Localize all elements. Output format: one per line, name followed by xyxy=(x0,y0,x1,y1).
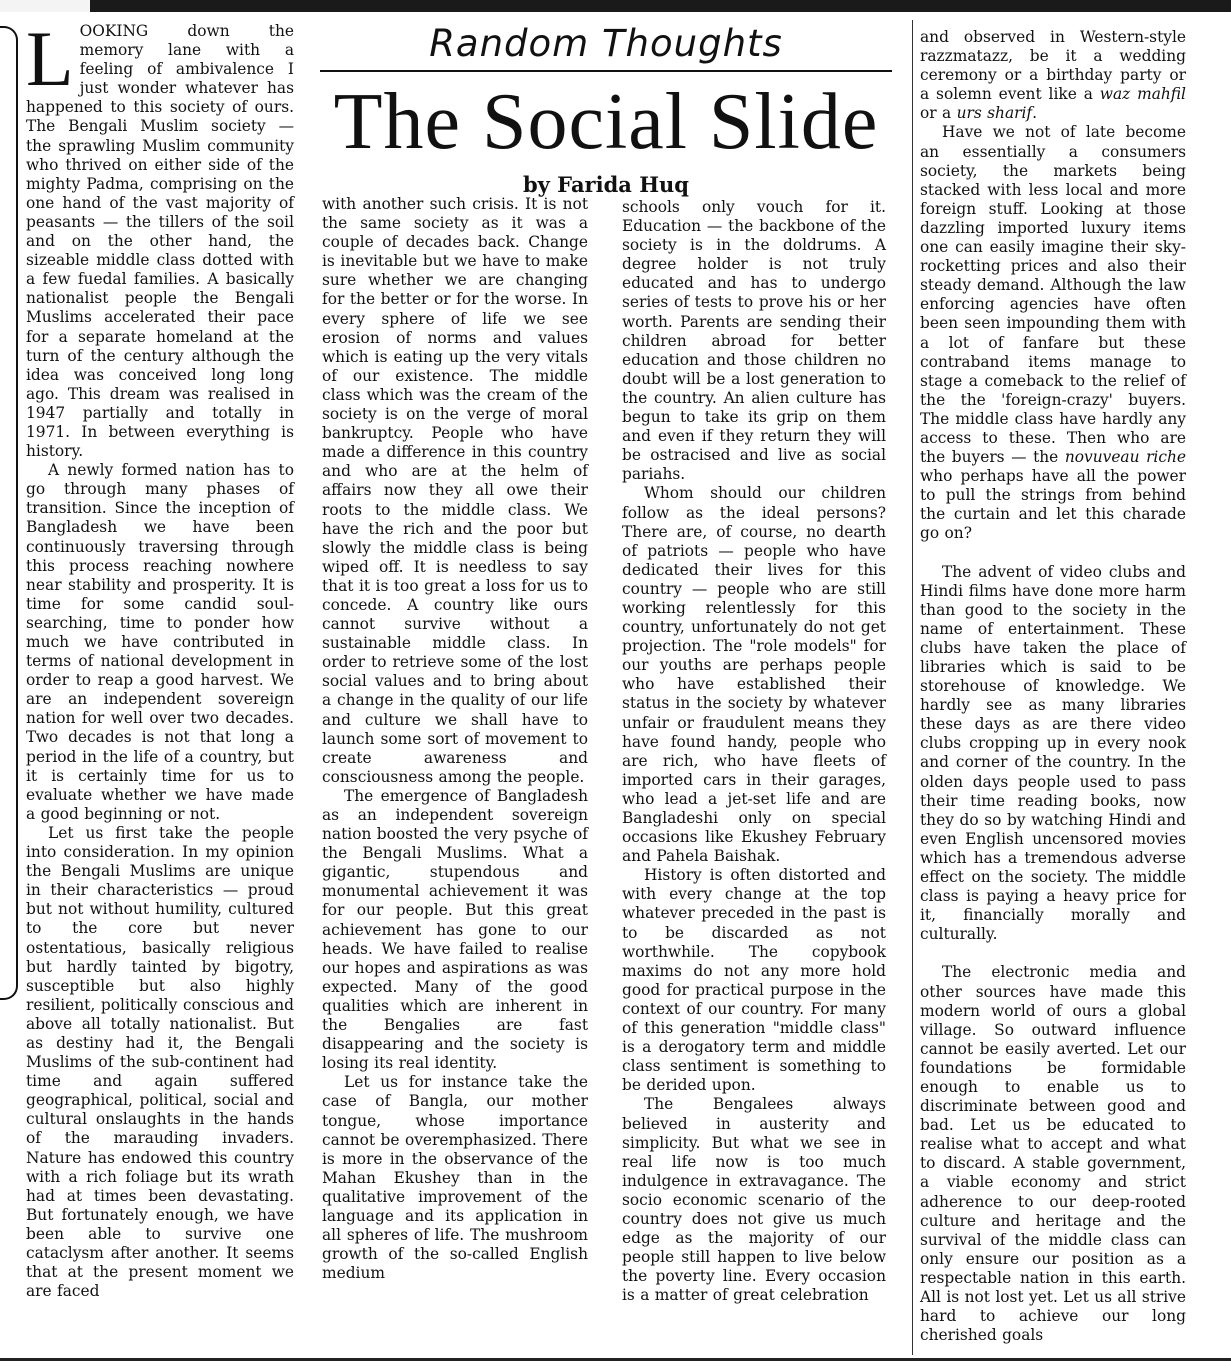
article-paragraph: and observed in Western-style razzmatazz, be it a wedding ceremony or a birthday party or a solemn event like a waz mahfil or a urs sharif. xyxy=(920,28,1186,123)
column-kicker: Random Thoughts xyxy=(320,18,892,72)
article-column-3 xyxy=(622,198,886,1305)
article-title: The Social Slide xyxy=(333,78,879,166)
article-paragraph: Whom should our children follow as the ideal persons? There are, of course, no dearth of patriots — people who have dedicated their lives for this country — people who are still working relentlessly for this country, unfortunately do not get projection. The "role models" for our youths are perhaps people who have established their status in the society by whatever unfair or fraudulent means they have found handy, people who are rich, who have fleets of imported cars in their garages, who lead a jet-set life and are Bangladeshi only on special occasions like Ekushey February and Pahela Baishak. xyxy=(622,484,886,866)
article-paragraph: Have we not of late become an essentially a consumers society, the markets being stacked with less local and more foreign stuff. Looking at those dazzling imported luxury items one can easily imagine their sky-rocketting prices and also their steady demand. Although the law enforcing agencies have often been seen impounding them with a lot of fanfare but these contraband items manage to stage a comeback to the relief of the the 'foreign-crazy' buyers. The middle class have hardly any access to these. Then who are the buyers — the novuveau riche who perhaps have all the power to pull the strings from behind the curtain and let this charade go on? xyxy=(920,123,1186,543)
article-paragraph: History is often distorted and with every change at the top whatever preceded in the past is to be discarded as not worthwhile. The copybook maxims do not any more hold good for practical purpose in the context of our country. For many of this generation "middle class" is a derogatory term and middle class sentiment is something to be derided upon. xyxy=(622,866,886,1095)
drop-cap: L xyxy=(26,15,74,102)
article-paragraph: The emergence of Bangladesh as an independent sovereign nation boosted the very psyche of the Bengali Muslims. What a gigantic, stupendous and monumental achievement it was for our people. But this great achievement has gone to our heads. We have failed to realise our hopes and aspirations as was expected. Many of the good qualities which are inherent in the Bengalies are fast disappearing and the society is losing its real identity. xyxy=(322,786,588,1073)
article-paragraph: The Bengalees always believed in austerity and simplicity. But what we see in real life now is too much indulgence in extravagance. The socio economic scenario of the country does not give us much edge as the majority of our people still happen to live below the poverty line. Every occasion is a matter of great celebration xyxy=(622,1095,886,1305)
article-paragraph: Let us for instance take the case of Bangla, our mother tongue, whose importance cannot be overemphasized. There is more in the observance of the Mahan Ekushey than in the qualitative improvement of the language and its application in all spheres of life. The mushroom growth of the so-called English medium xyxy=(322,1073,588,1283)
column-divider xyxy=(912,20,913,1355)
left-column-bracket xyxy=(0,26,18,1000)
page-top-border xyxy=(0,0,1231,12)
article-paragraph: schools only vouch for it. Education — the backbone of the society is in the doldrums. A degree holder is not truly educated and has to undergo series of tests to prove his or her worth. Parents are sending their children abroad for better education and those children no doubt will be a lost generation to the country. An alien culture has begun to take its grip on them and even if they return they will be ostracised and live as social pariahs. xyxy=(622,198,886,484)
article-header xyxy=(320,18,892,200)
article-paragraph: Let us first take the people into consideration. In my opinion the Bengali Muslims are unique in their characteristics — proud but not without humility, cultured to the core but never ostentatious, basically religious but hardly tainted by bigotry, susceptible but also highly resilient, politically conscious and above all totally nationalist. But as destiny had it, the Bengali Muslims of the sub-continent had time and again suffered geographical, political, social and cultural onslaughts in the hands of the marauding invaders. Nature has endowed this country with a rich foliage but its wrath had at times been devastating. But fortunately enough, we have been able to survive one cataclysm after another. It seems that at the present moment we are faced xyxy=(26,823,294,1301)
article-paragraph: The advent of video clubs and Hindi films have done more harm than good to the society in the name of entertainment. These clubs have taken the place of libraries which is said to be storehouse of knowledge. We hardly see as many libraries these days as are there video clubs cropping up in every nook and corner of the country. In the olden days people used to pass their time reading books, now they do so by watching Hindi and even English uncensored movies which has a tremendous adverse effect on the society. The middle class is paying a heavy price for it, financially morally and culturally. xyxy=(920,562,1186,944)
page-bottom-rule xyxy=(0,1358,1231,1361)
article-column-4 xyxy=(920,28,1186,1345)
article-paragraph: A newly formed nation has to go through many phases of transition. Since the inception of Bangladesh we have been continuously traversing through this process reaching nowhere near stability and prosperity. It is time for some candid soul-searching, time to ponder how much we have contributed in terms of national development in order to reap a good harvest. We are an independent sovereign nation for well over two decades. Two decades is not that long a period in the life of a country, but it is certainly time for us to evaluate whether we have made a good beginning or not. xyxy=(26,461,294,823)
page-top-corner xyxy=(0,0,90,12)
article-paragraph: with another such crisis. It is not the same society as it was a couple of decades back. Change is inevitable but we have to make sure whether we are changing for the better or for the worse. In every sphere of life we see erosion of norms and values which is eating up the very vitals of our existence. The middle class which was the cream of the society is on the verge of moral bankruptcy. People who have made a difference in this country and who are at the helm of affairs now they all owe their roots to the middle class. We have the rich and the poor but slowly the middle class is being wiped off. It is needless to say that it is too great a loss for us to concede. A country like ours cannot survive without a sustainable middle class. In order to retrieve some of the lost social values and to bring about a change in the quality of our life and culture we shall have to launch some sort of movement to create awareness and consciousness among the people. xyxy=(322,195,588,786)
article-paragraph: The electronic media and other sources have made this modern world of ours a global village. So outward influence cannot be easily averted. Let our foundations be formidable enough to enable us to discriminate between good and bad. Let us be educated to realise what to accept and what to discard. A stable government, a viable economy and strict adherence to our deep-rooted culture and heritage and the survival of the middle class can only ensure our position as a respectable nation in this earth. All is not lost yet. Let us all strive hard to achieve our long cherished goals xyxy=(920,963,1186,1345)
article-column-1 xyxy=(26,15,294,1301)
article-paragraph: LOOKING down the memory lane with a feeling of ambivalence I just wonder whatever has happened to this society of ours. The Bengali Muslim society — the sprawling Muslim community who thrived on either side of the mighty Padma, comprising on the one hand of the vast majority of peasants — the tillers of the soil and on the other hand, the sizeable middle class dotted with a few fuedal families. A basically nationalist people the Bengali Muslims accelerated their pace for a separate homeland at the turn of the century although the idea was conceived long long ago. This dream was realised in 1947 partially and totally in 1971. In between everything is history. xyxy=(26,15,294,461)
article-column-2 xyxy=(322,195,588,1283)
article-byline: by Farida Huq xyxy=(522,172,689,197)
